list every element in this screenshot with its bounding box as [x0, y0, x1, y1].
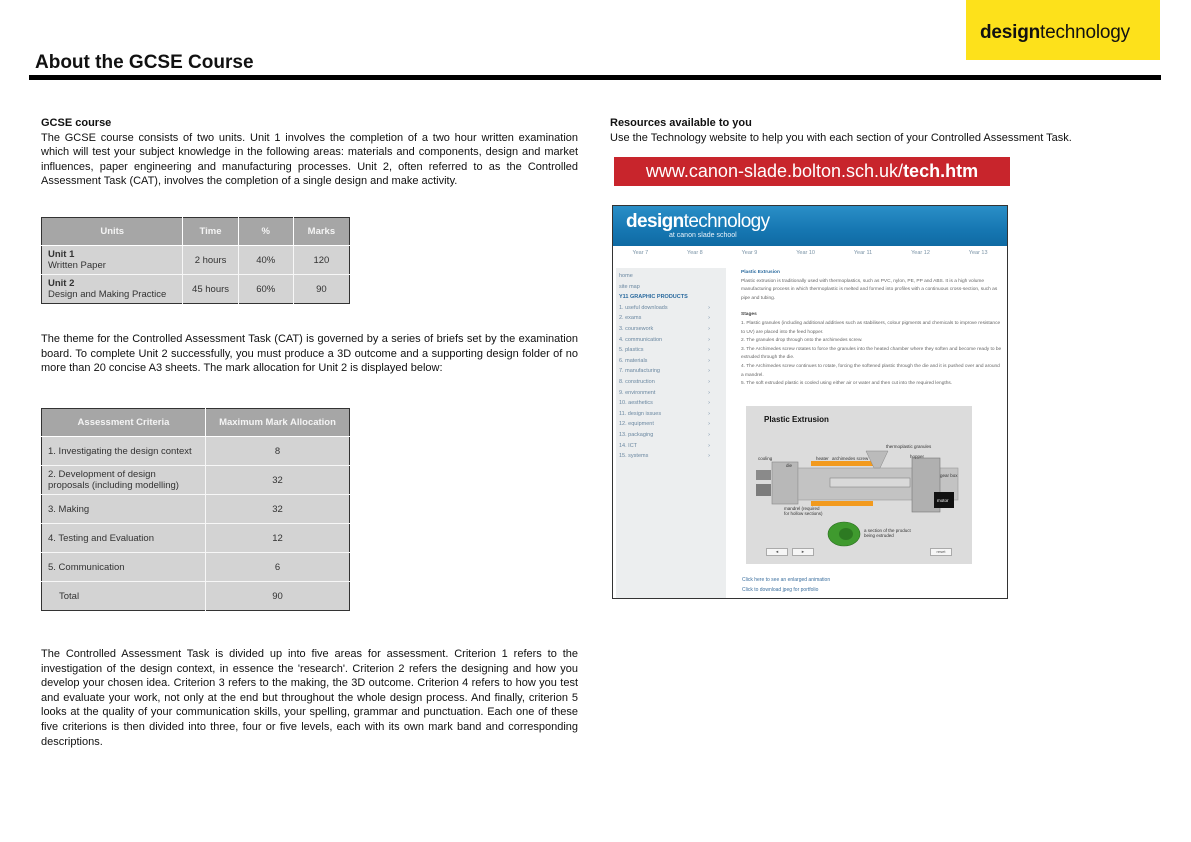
intro-body: The GCSE course consists of two units. Unit 1 involves the completion of a two hour written examination which will test your subject knowledge in the following areas: materials and components, design and market influences, paper engineering and manufacturing processes. Unit 2, often referred to as the Controlled Assessment Task (CAT), involves the completion of a single design and make activity. — [41, 131, 578, 188]
chevron-right-icon: › — [708, 357, 710, 364]
site-nav-item[interactable]: Year 10 — [796, 250, 815, 256]
site-sidebar-item[interactable] — [616, 419, 726, 430]
table-row — [42, 466, 350, 495]
site-link-sitemap[interactable]: site map — [619, 283, 640, 290]
chevron-right-icon: › — [708, 304, 710, 311]
site-sidebar-item[interactable] — [616, 303, 726, 314]
criterion-cell: 1. Investigating the design context — [42, 437, 206, 466]
site-sidebar-item[interactable] — [616, 451, 726, 462]
unit-cell: Unit 2 Design and Making Practice — [42, 275, 183, 304]
site-sidebar-item[interactable] — [616, 409, 726, 420]
site-nav-item[interactable]: Year 12 — [911, 250, 930, 256]
theme-section — [41, 332, 578, 376]
marks-cell: 120 — [293, 246, 349, 275]
site-nav-item[interactable]: Year 11 — [853, 250, 873, 256]
resources-heading: Resources available to you — [610, 117, 752, 129]
extrusion-diagram — [746, 406, 972, 564]
reset-button[interactable]: reset — [930, 548, 952, 556]
table-row — [42, 495, 350, 524]
criterion-cell: 2. Development of design proposals (including modelling) — [42, 466, 206, 495]
intro-section — [41, 116, 578, 189]
chevron-right-icon: › — [708, 368, 710, 375]
site-sidebar-item[interactable] — [616, 366, 726, 377]
criterion-cell: 5. Communication — [42, 553, 206, 582]
article-stage: 2. The granules drop through onto the archimedes screw. — [741, 338, 863, 344]
cooling-unit-lower — [756, 484, 771, 496]
label-die: die — [786, 463, 793, 468]
header-marks: Marks — [293, 218, 349, 246]
site-sidebar-item-label: 2. exams — [619, 315, 642, 322]
cooling-unit — [756, 470, 771, 480]
header-percent: % — [238, 218, 293, 246]
site-download-links — [742, 575, 830, 595]
site-sidebar-item-label: 1. useful downloads — [619, 304, 668, 311]
label-screw: archimedes screw — [832, 456, 869, 461]
article-intro: Plastic extrusion is traditionally used with thermoplastics, such as PVC, nylon, PE, PP and ABS. It is a high volume manufacturing process in which thermoplastic is melted and formed into profiles with a continuous cross-section, such as pipe and tubing. — [741, 278, 998, 301]
site-sidebar-item-label: 3. coursework — [619, 325, 654, 332]
site-sidebar-item[interactable] — [616, 313, 726, 324]
label-motor: motor — [937, 498, 949, 503]
table-header-row — [42, 218, 350, 246]
site-link-home[interactable]: home — [619, 273, 633, 279]
criteria-body: The Controlled Assessment Task is divided up into five areas for assessment. Criterion 1 refers to the investigation of the design context, in essence the 'research'. Criterion 2 refers the designing and how you develop your chosen idea. Criterion 3 refers to the making, the 3D outcome. Criterion 4 refers to how you test and evaluate your work, not only at the end but throughout the whole design process. And finally, criterion 5 looks at the quality of your communication skills, your spelling, grammar and punctuation. Each one of these five criterions is then divided into three, four or five levels, each with its own mark band and corresponding descriptions. — [41, 648, 578, 748]
extruded-hole — [839, 528, 853, 540]
page-title: About the GCSE Course — [35, 52, 254, 73]
total-marks: 90 — [206, 582, 350, 611]
title-divider — [29, 75, 1161, 80]
site-sidebar-item-label: 12. equipment — [619, 421, 654, 428]
criterion-cell: 4. Testing and Evaluation — [42, 524, 206, 553]
site-sidebar-item-label: 5. plastics — [619, 347, 644, 354]
time-cell: 2 hours — [183, 246, 238, 275]
article-stage: 3. The Archimedes screw rotates to force the granules into the heated chamber where they soften and become ready to be extruded through the die. — [741, 346, 1002, 361]
article-stages-heading: Stages — [741, 312, 757, 318]
download-jpeg-link[interactable]: Click to download jpeg for portfolio — [742, 587, 819, 593]
theme-body: The theme for the Controlled Assessment Task (CAT) is governed by a series of briefs set by the examination board. To complete Unit 2 successfully, you must produce a 3D outcome and a supporting design folder of no more than 20 concise A3 sheets. The mark allocation for Unit 2 is displayed below: — [41, 333, 578, 375]
criteria-table — [41, 408, 350, 611]
site-subtitle: at canon slade school — [669, 232, 737, 239]
site-sidebar-item-label: 15. systems — [619, 453, 649, 460]
table-row — [42, 553, 350, 582]
table-header-row — [42, 409, 350, 437]
label-section: a section of the product being extruded — [864, 528, 911, 538]
chevron-right-icon: › — [708, 410, 710, 417]
site-nav-item[interactable]: Year 7 — [632, 250, 649, 256]
site-sidebar-item-label: 14. ICT — [619, 442, 638, 449]
header-units: Units — [42, 218, 183, 246]
site-sidebar-item-label: 9. environment — [619, 389, 656, 396]
label-heater: heater — [816, 456, 829, 461]
chevron-right-icon: › — [708, 389, 710, 396]
website-url-link[interactable]: www.canon-slade.bolton.sch.uk/tech.htm — [614, 157, 1010, 186]
table-row — [42, 246, 350, 275]
units-table — [41, 217, 350, 304]
header-time: Time — [183, 218, 238, 246]
unit-cell: Unit 1 Written Paper — [42, 246, 183, 275]
site-nav-item[interactable]: Year 13 — [968, 250, 988, 256]
article-stage: 1. Plastic granules (including additional additives such as stabilisers, colour pigments and chemicals to improve resistance to UV) are placed into the feed hopper. — [741, 320, 1001, 335]
site-nav-item[interactable]: Year 9 — [741, 250, 758, 256]
site-sidebar-item[interactable] — [616, 398, 726, 409]
percent-cell: 40% — [238, 246, 293, 275]
heater-top — [811, 461, 873, 466]
table-row-total — [42, 582, 350, 611]
header-max-marks: Maximum Mark Allocation — [206, 409, 350, 437]
chevron-right-icon: › — [708, 336, 710, 343]
total-label: Total — [42, 582, 206, 611]
site-nav — [613, 250, 1007, 264]
brand-logo-box — [966, 0, 1160, 60]
marks-cell: 90 — [293, 275, 349, 304]
article-title: Plastic Extrusion — [741, 270, 780, 275]
chevron-right-icon: › — [708, 453, 710, 460]
site-sidebar-item[interactable] — [616, 356, 726, 367]
site-sidebar-section: Y11 GRAPHIC PRODUCTS — [619, 294, 688, 301]
diagram-title: Plastic Extrusion — [764, 415, 829, 424]
forward-button[interactable]: ► — [792, 548, 814, 556]
marks-cell: 12 — [206, 524, 350, 553]
intro-heading: GCSE course — [41, 117, 112, 129]
chevron-right-icon: › — [708, 421, 710, 428]
die — [772, 462, 798, 504]
site-sidebar-item-label: 8. construction — [619, 378, 655, 385]
label-hopper: hopper — [910, 454, 925, 459]
article-stage: 5. The soft extruded plastic is cooled using either air or water and then cut into the required lengths. — [741, 381, 953, 387]
resources-body: Use the Technology website to help you with each section of your Controlled Assessment Task. — [610, 131, 1072, 144]
time-cell: 45 hours — [183, 275, 238, 304]
label-gearbox: gear box — [940, 473, 958, 478]
marks-cell: 8 — [206, 437, 350, 466]
criteria-explanation — [41, 647, 578, 749]
article-stage: 4. The Archimedes screw continues to rotate, forcing the softened plastic through the die and it is pushed over and around a mandrel. — [741, 363, 1000, 378]
marks-cell: 32 — [206, 466, 350, 495]
extrusion-illustration — [746, 406, 972, 564]
screw — [830, 478, 910, 487]
chevron-right-icon: › — [708, 431, 710, 438]
site-nav-item[interactable]: Year 8 — [687, 250, 703, 256]
criterion-cell: 3. Making — [42, 495, 206, 524]
site-sidebar-item-label: 11. design issues — [619, 410, 662, 417]
chevron-right-icon: › — [708, 442, 710, 449]
site-sidebar — [616, 268, 726, 598]
site-sidebar-item-label: 6. materials — [619, 357, 648, 364]
header-criteria: Assessment Criteria — [42, 409, 206, 437]
site-logo: designtechnology — [626, 211, 770, 232]
label-granules: thermoplastic granules — [886, 444, 932, 449]
website-screenshot — [612, 205, 1008, 599]
site-sidebar-item[interactable] — [616, 441, 726, 452]
site-header — [613, 206, 1007, 246]
chevron-right-icon: › — [708, 325, 710, 332]
percent-cell: 60% — [238, 275, 293, 304]
table-row — [42, 524, 350, 553]
label-mandrel: mandrel (required for hollow sections) — [784, 506, 823, 516]
back-button[interactable]: ◄ — [766, 548, 788, 556]
marks-cell: 32 — [206, 495, 350, 524]
site-sidebar-item[interactable] — [616, 335, 726, 346]
site-sidebar-item[interactable] — [616, 345, 726, 356]
resources-section — [610, 116, 1150, 145]
marks-cell: 6 — [206, 553, 350, 582]
site-sidebar-item[interactable] — [616, 377, 726, 388]
site-sidebar-item-label: 10. aesthetics — [619, 400, 653, 407]
site-sidebar-item[interactable] — [616, 388, 726, 399]
table-row — [42, 437, 350, 466]
table-row — [42, 275, 350, 304]
site-sidebar-item[interactable] — [616, 324, 726, 335]
chevron-right-icon: › — [708, 400, 710, 407]
brand-logo: designtechnology — [980, 22, 1130, 43]
site-sidebar-item-label: 7. manufacturing — [619, 368, 660, 375]
label-cooling: cooling — [758, 456, 773, 461]
chevron-right-icon: › — [708, 378, 710, 385]
chevron-right-icon: › — [708, 315, 710, 322]
site-article — [741, 269, 1003, 389]
enlarged-animation-link[interactable]: Click here to see an enlarged animation — [742, 577, 831, 583]
chevron-right-icon: › — [708, 347, 710, 354]
site-sidebar-item-label: 13. packaging — [619, 431, 654, 438]
site-sidebar-item-label: 4. communication — [619, 336, 663, 343]
site-sidebar-item[interactable] — [616, 430, 726, 441]
